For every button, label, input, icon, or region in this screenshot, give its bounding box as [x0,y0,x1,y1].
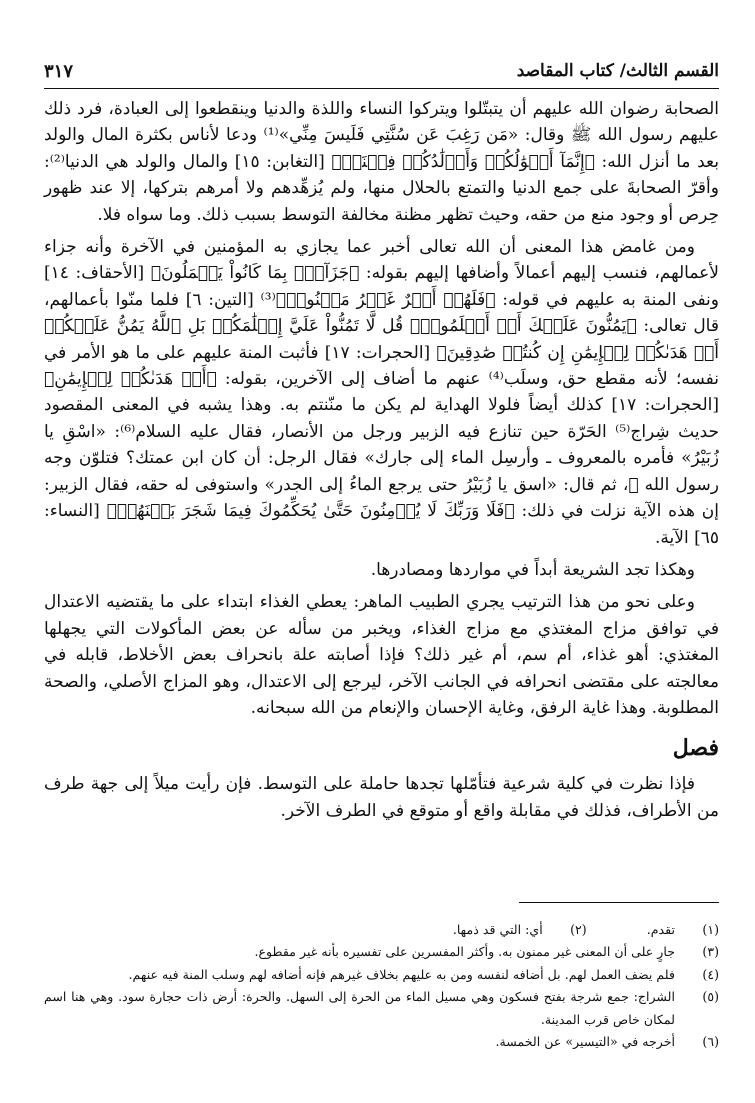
running-title: القسم الثالث/ كتاب المقاصد [516,61,719,81]
footnote [647,919,719,941]
footnote-number: (٣) [702,944,719,960]
footnote-number: (١) [702,922,719,937]
page-number: ٣١٧ [44,60,74,82]
footnote [44,964,719,986]
footnote-text: فلم يضف العمل لهم. بل أضافه لنفسه ومن به عليهم بخلاف غيرهم فإنه أضافه لهم وسلب المنة فيه عنهم. [128,966,675,982]
header-rule [44,88,719,89]
paragraph: الصحابة رضوان الله عليهم أن يتبتّلوا ويتركوا النساء واللذة والدنيا وينقطعوا إلى العبادة، فرد ذلك عليهم رسول الله ﷺ وقال: «مَن رَغِبَ عَن سُنَّتِي فَلَيسَ مِنِّي»⁽¹⁾ ودعا لأناس بكثرة المال والولد بعد ما أنزل الله: ﴿إِنَّمَآ أَمۡوَٰلُكُمۡ وَأَوۡلَٰدُكُمۡ فِتۡنَةٞ﴾ [التغابن: ١٥] والمال والولد هي الدنيا⁽²⁾: وأقرّ الصحابةَ على جمع الدنيا والتمتع بالحلال منها، ولم يُزهِّدهم ولا أمرهم بتركها، إلا عند ظهور حِرص أو وجود منع من حقه، وحيث تظهر مظنة مخالفة التوسط بسبب ذلك. وما سواه فلا. [44,99,720,225]
footnote-text: أخرجه في «التيسير» عن الخمسة. [495,1034,675,1050]
footnote [44,986,719,1031]
footnote-text: تقدم. [646,922,675,937]
footnote [44,1031,719,1053]
main-text [44,96,719,830]
paragraph: ومن غامض هذا المعنى أن الله تعالى أخبر عما يجازي به المؤمنين في الآخرة وأنه جزاء لأعمالهم، فنسب إليهم أعمالاً وأضافها إليهم بقوله: ﴿جَزَآءَۢ بِمَا كَانُواْ يَعۡمَلُونَ﴾ [الأحقاف: ١٤] ونفى المنة به عليهم في قوله: ﴿فَلَهُمۡ أَجۡرٌ غَيۡرُ مَمۡنُونٖ﴾⁽³⁾ [التين: ٦] فلما منّوا بأعمالهم، قال تعالى: ﴿يَمُنُّونَ عَلَيۡكَ أَنۡ أَسۡلَمُواْۖ قُل لَّا تَمُنُّواْ عَلَيَّ إِسۡلَٰمَكُمۖ بَلِ ٱللَّهُ يَمُنُّ عَلَيۡكُمۡ أَنۡ هَدَىٰكُمۡ لِلۡإِيمَٰنِ إِن كُنتُمۡ صَٰدِقِينَ﴾ [الحجرات: ١٧] فأثبت المنة عليهم على ما هو الأمر في نفسه؛ لأنه مقطع حق، وسلَب⁽⁴⁾ عنهم ما أضاف إلى الآخرين، بقوله: ﴿أَنۡ هَدَىٰكُمۡ لِلۡإِيمَٰنِ﴾ [الحجرات: ١٧] كذلك أيضاً فلولا الهداية لم يكن ما منّنتم به. وهذا يشبه في المعنى المقصود حديث شِراج⁽⁵⁾ الحَرّة حين تنازع فيه الزبير ورجل من الأنصار، فقال عليه السلام⁽⁶⁾: «اسْقِ يا زُبَيْرُ» فأمره بالمعروف ـ وأرسِل الماء إلى جارك» فقال الرجل: أن كان ابن عمتك؟ فتلوّن وجه رسول الله ﷺ، ثم قال: «اسق يا زُبَيْرُ حتى يرجع الماءُ إلى الجدر» واستوفى له حقه، فقال الزبير: إن هذه الآية نزلت في ذلك: ﴿فَلَا وَرَبِّكَ لَا يُؤۡمِنُونَ حَتَّىٰ يُحَكِّمُوكَ فِيمَا شَجَرَ بَيۡنَهُمۡ﴾ [النساء: ٦٥] الآية. [44,237,719,548]
footnote-text: أي: التي قد ذمها. [452,922,543,937]
section-title: فصل [672,735,719,762]
footnote-number: (٥) [702,989,719,1005]
footnote-number: (٤) [702,966,719,982]
footnote-number: (٢) [570,922,587,937]
footnote-number: (٦) [702,1034,719,1050]
footnote-row [44,919,719,941]
footnote-rule [519,902,719,903]
page-header [44,58,719,84]
footnote [44,941,719,963]
paragraph: وهكذا تجد الشريعة أبداً في مواردها ومصادرها. [370,559,695,580]
paragraph: وعلى نحو من هذا الترتيب يجري الطبيب الماهر: يعطي الغذاء ابتداء على ما يقتضيه الاعتدال في توافق مزاج المغتذي مع مزاج الغذاء، ويخبر من سأله عن بعض المأكولات التي يجهلها المغتذي: أهو غذاء، أم سم، أم غير ذلك؟ فإذا أصابته علة بانحراف بعض الأخلاط، قابله في معالجته على مقتضى انحرافه في الجانب الآخر، ليرجع إلى الاعتدال، وهو المزاج الأصلي، والصحة المطلوبة. وهذا غاية الرفق، وغاية الإحسان والإنعام من الله سبحانه. [44,592,719,718]
footnotes [44,902,719,1053]
footnote-text: الشراج: جمع شرجة بفتح فسكون وهي مسيل الماء من الحرة إلى السهل. والحرة: أرض ذات حجارة سود. وهي هنا اسم لمكان خاص قرب المدينة. [44,989,675,1027]
section-paragraph: فإذا نظرت في كلية شرعية فتأمّلها تجدها حاملة على التوسط. فإن رأيت ميلاً إلى جهة طرف من الأطراف، فذلك في مقابلة واقع أو متوقع في الطرف الآخر. [44,774,719,821]
footnote-text: جارٍ على أن المعنى غير ممنون به. وأكثر المفسرين على تفسيره بأنه غير مقطوع. [254,944,675,960]
footnote [453,919,587,941]
